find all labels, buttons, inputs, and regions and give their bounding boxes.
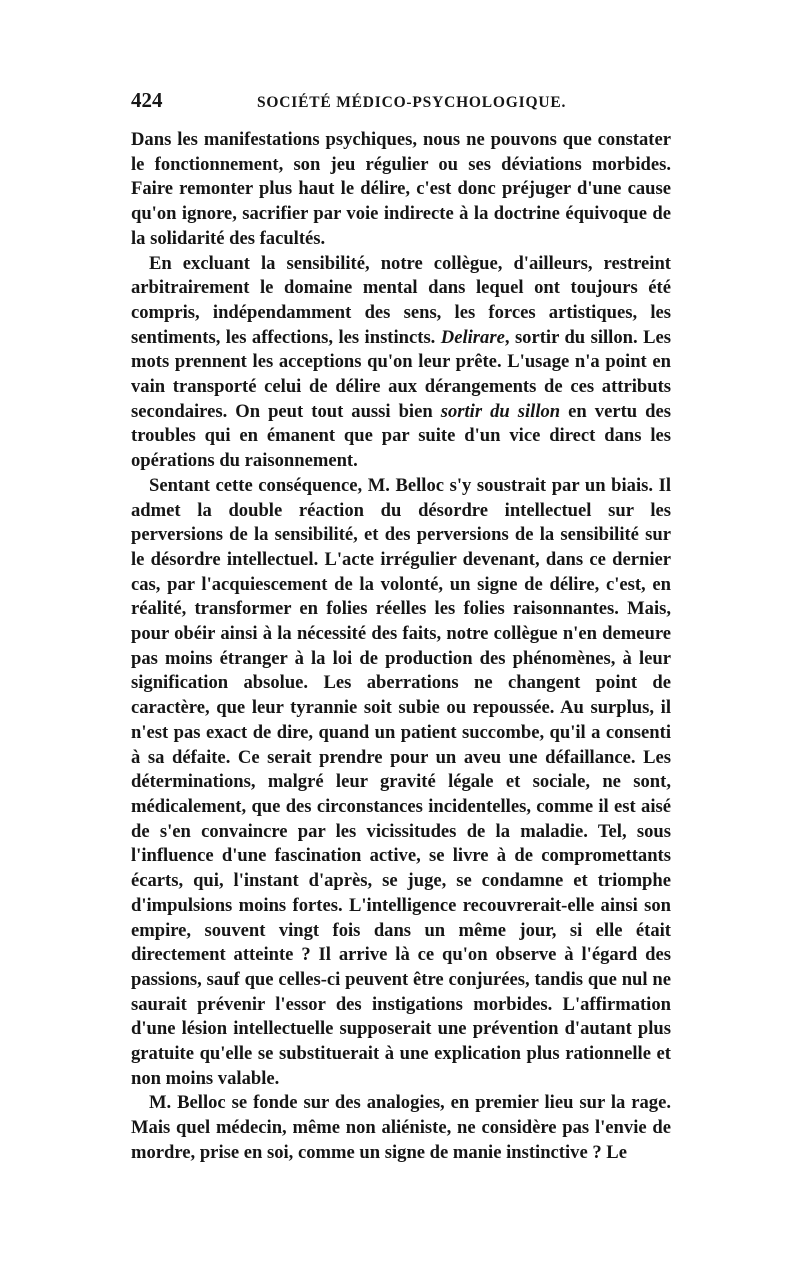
running-head bbox=[131, 88, 671, 128]
paragraph bbox=[131, 474, 671, 1092]
paragraph bbox=[131, 128, 671, 252]
text-run: En excluant la sensibilité, notre collègue, d'ailleurs, restreint arbitrairement le domaine mental dans lequel ont toujours été compris, indépendamment des sens, les forces artistiques, les sentiments, les affections, les instincts. bbox=[131, 252, 671, 348]
text-run: Dans les manifestations psychiques, nous ne pouvons que constater le fonctionnement, son jeu régulier ou ses déviations morbides. Faire remonter plus haut le délire, c'est donc préjuger d'une cause qu'on ignore, sacrifier par voie indirecte à la doctrine équivoque de la solidarité des facultés. bbox=[131, 129, 671, 249]
text-run: en vertu des troubles qui en émanent que par suite d'un vice direct dans les opérations du raisonnement. bbox=[131, 400, 671, 472]
text-run: , sortir du sillon. Les mots prennent les acceptions qu'on leur prête. L'usage n'a point en vain transporté celui de délire aux dérangements de ces attributs secondaires. On peut tout aussi bien bbox=[131, 326, 671, 422]
page-number: 424 bbox=[131, 88, 163, 112]
paragraph bbox=[131, 1091, 671, 1165]
running-title: SOCIÉTÉ MÉDICO-PSYCHOLOGIQUE. bbox=[257, 94, 567, 111]
italic-term: sortir du sillon bbox=[440, 400, 561, 422]
text-run: M. Belloc se fonde sur des analogies, en premier lieu sur la rage. Mais quel médecin, même non aliéniste, ne considère pas l'envie de mordre, prise en soi, comme un signe de manie instinctive ? Le bbox=[131, 1092, 671, 1163]
paragraph bbox=[131, 252, 671, 474]
book-page bbox=[131, 88, 671, 1166]
body-text bbox=[131, 128, 671, 1166]
italic-term: Delirare bbox=[440, 326, 505, 348]
text-run: Sentant cette conséquence, M. Belloc s'y soustrait par un biais. Il admet la double réaction du désordre intellectuel sur les perversions de la sensibilité, et des perversions de la sensibilité sur le désordre intellectuel. L'acte irrégulier devenant, dans ce dernier cas, par l'acquiescement de la volonté, un signe de délire, c'est, en réalité, transformer en folies réelles les folies raisonnantes. Mais, pour obéir ainsi à la nécessité des faits, notre collègue n'en demeure pas moins étranger à la loi de production des phénomènes, à leur signification absolue. Les aberrations ne changent point de caractère, que leur tyrannie soit subie ou repoussée. Au surplus, il n'est pas exact de dire, quand un patient succombe, qu'il a consenti à sa défaite. Ce serait prendre pour un aveu une défaillance. Les déterminations, malgré leur gravité légale et sociale, ne sont, médicalement, que des circonstances incidentelles, comme il est aisé de s'en convaincre par les vicissitudes de la maladie. Tel, sous l'influence d'une fascination active, se livre à de compromettants écarts, qui, l'instant d'après, se juge, se condamne et triomphe d'impulsions moins fortes. L'intelligence recouvrerait-elle ainsi son empire, souvent vingt fois dans un même jour, si elle était directement atteinte ? Il arrive là ce qu'on observe à l'égard des passions, sauf que celles-ci peuvent être conjurées, tandis que nul ne saurait prévenir l'essor des instigations morbides. L'affirmation d'une lésion intellectuelle supposerait une prévention d'autant plus gratuite qu'elle se substituerait à une explication plus rationnelle et non moins valable. bbox=[131, 474, 671, 1089]
